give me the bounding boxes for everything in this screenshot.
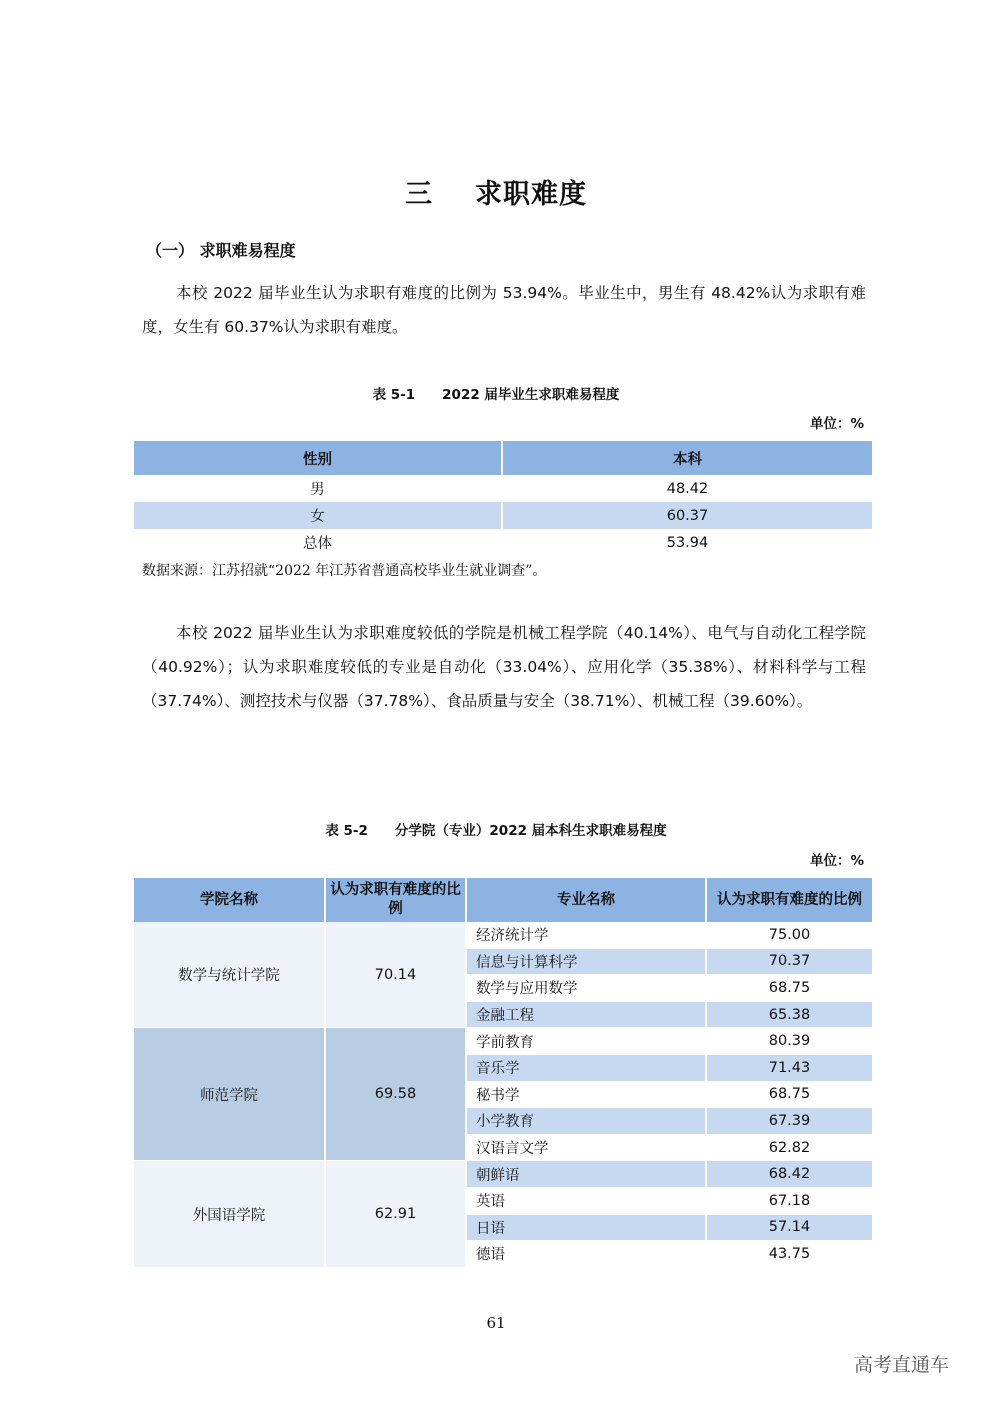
major-rate: 68.75 xyxy=(706,975,872,1002)
major-rate: 62.82 xyxy=(706,1134,872,1161)
paragraph-1: 本校 2022 届毕业生认为求职有难度的比例为 53.94%。毕业生中，男生有 48.42%认为求职有难度，女生有 60.37%认为求职有难度。 xyxy=(142,284,866,336)
major-name: 汉语言文学 xyxy=(466,1134,706,1161)
table-row xyxy=(134,1028,872,1055)
table1-unit: 单位：% xyxy=(809,416,864,432)
section-heading: （一） 求职难易程度 xyxy=(146,241,296,260)
table2-header-row xyxy=(134,878,872,922)
table1-caption: 表 5-1 2022 届毕业生求职难易程度 xyxy=(372,387,620,403)
table-row xyxy=(134,1161,872,1188)
major-rate: 57.14 xyxy=(706,1214,872,1241)
major-name: 朝鲜语 xyxy=(466,1161,706,1188)
table1-cell-gender: 女 xyxy=(134,502,502,529)
table2 xyxy=(134,878,872,1268)
chapter-number: 三 xyxy=(405,179,433,210)
major-rate: 67.39 xyxy=(706,1108,872,1135)
major-name: 金融工程 xyxy=(466,1001,706,1028)
major-rate: 65.38 xyxy=(706,1001,872,1028)
major-name: 秘书学 xyxy=(466,1081,706,1108)
college-name: 师范学院 xyxy=(134,1028,325,1161)
chapter-title xyxy=(0,172,992,211)
college-rate: 69.58 xyxy=(325,1028,466,1161)
table1-cell-value: 48.42 xyxy=(666,480,709,497)
college-rate: 62.91 xyxy=(325,1161,466,1267)
table2-unit: 单位：% xyxy=(809,853,864,869)
major-name: 音乐学 xyxy=(466,1054,706,1081)
table1-cell-value: 60.37 xyxy=(502,502,872,529)
table-row xyxy=(134,922,872,948)
table2-header-major: 专业名称 xyxy=(466,878,706,922)
major-rate: 43.75 xyxy=(706,1241,872,1268)
major-name: 英语 xyxy=(466,1187,706,1214)
major-name: 小学教育 xyxy=(466,1108,706,1135)
table1-header-row xyxy=(134,441,872,475)
major-rate: 80.39 xyxy=(706,1028,872,1055)
table-row xyxy=(134,502,872,529)
major-name: 德语 xyxy=(466,1241,706,1268)
table1-header-gender: 性别 xyxy=(134,441,502,475)
paragraph-2: 本校 2022 届毕业生认为求职难度较低的学院是机械工程学院（40.14%）、电气与自动化工程学院（40.92%）；认为求职难度较低的专业是自动化（33.04%）、应用化学（35.38%）、材料科学与工程（37.74%）、测控技术与仪器（37.78%）、食品质量与安全（38.71%）、机械工程（39.60%）。 xyxy=(142,624,866,710)
table-row xyxy=(134,529,872,556)
college-name: 数学与统计学院 xyxy=(134,922,325,1028)
major-name: 信息与计算科学 xyxy=(466,948,706,975)
major-name: 数学与应用数学 xyxy=(466,975,706,1002)
college-rate: 70.14 xyxy=(325,922,466,1028)
table1-cell-value: 53.94 xyxy=(666,534,709,551)
chapter-title-text: 求职难度 xyxy=(475,179,587,210)
table1-source: 数据来源：江苏招就“2022 年江苏省普通高校毕业生就业调查”。 xyxy=(142,563,547,579)
table1 xyxy=(134,441,872,556)
major-rate: 67.18 xyxy=(706,1187,872,1214)
table1-cell-gender: 男 xyxy=(134,475,502,502)
watermark: 高考直通车 xyxy=(854,1354,950,1376)
table1-header-undergrad: 本科 xyxy=(502,441,872,475)
table2-caption: 表 5-2 分学院（专业）2022 届本科生求职难易程度 xyxy=(325,823,667,839)
major-rate: 68.42 xyxy=(706,1161,872,1188)
page-number: 61 xyxy=(486,1314,506,1332)
table2-header-college-rate: 认为求职有难度的比例 xyxy=(325,878,466,922)
table2-header-major-rate: 认为求职有难度的比例 xyxy=(706,878,872,922)
table1-cell-gender: 总体 xyxy=(134,529,502,556)
major-rate: 70.37 xyxy=(706,948,872,975)
table2-header-college: 学院名称 xyxy=(134,878,325,922)
major-rate: 68.75 xyxy=(706,1081,872,1108)
major-name: 学前教育 xyxy=(466,1028,706,1055)
table-row xyxy=(134,475,872,502)
major-name: 经济统计学 xyxy=(466,922,706,948)
major-name: 日语 xyxy=(466,1214,706,1241)
major-rate: 75.00 xyxy=(706,922,872,948)
college-name: 外国语学院 xyxy=(134,1161,325,1267)
major-rate: 71.43 xyxy=(706,1054,872,1081)
